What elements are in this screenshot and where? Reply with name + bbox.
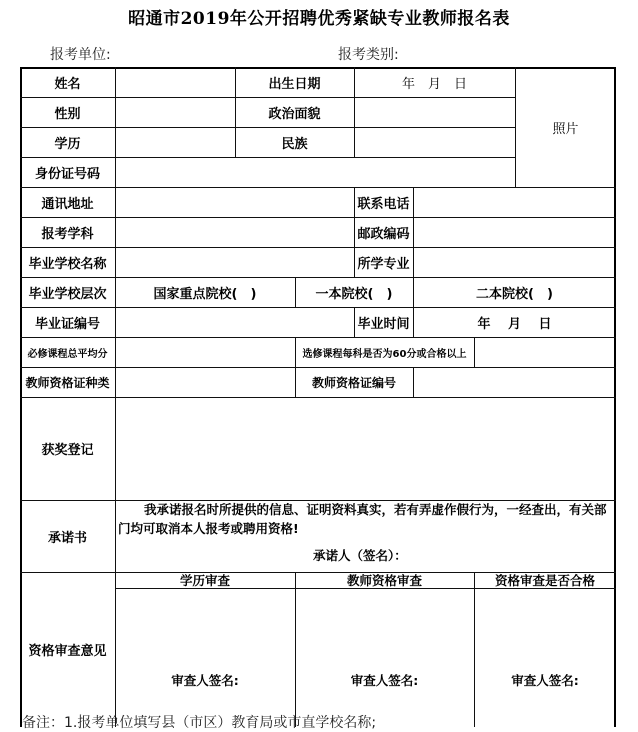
awards-field[interactable] <box>115 397 616 500</box>
political-status-label: 政治面貌 <box>268 106 321 122</box>
ethnicity-label: 民族 <box>281 136 308 152</box>
political-status-field[interactable] <box>354 97 515 127</box>
reviewer-sign-education[interactable]: 审查人签名: <box>171 673 239 688</box>
id-number-label: 身份证号码 <box>34 166 100 182</box>
birth-date-field[interactable]: 年 月 日 <box>401 76 467 92</box>
school-name-field[interactable] <box>115 247 354 277</box>
certificate-no-label: 毕业证编号 <box>34 316 100 332</box>
phone-field[interactable] <box>413 187 616 217</box>
name-field[interactable] <box>115 67 235 97</box>
name-label: 姓名 <box>54 76 81 92</box>
category-label: 报考类别: <box>338 47 399 63</box>
ethnicity-field[interactable] <box>354 127 515 157</box>
school-level-label: 毕业学校层次 <box>28 286 107 302</box>
pledge-signer[interactable]: 承诺人（签名）： <box>313 548 407 563</box>
gender-label: 性别 <box>54 106 81 122</box>
major-label: 所学专业 <box>357 256 410 272</box>
postal-code-label: 邮政编码 <box>357 226 410 242</box>
required-gpa-field[interactable] <box>115 337 295 367</box>
teacher-cert-no-field[interactable] <box>413 367 616 397</box>
teacher-cert-type-label: 教师资格证种类 <box>25 375 110 390</box>
reviewer-sign-qualified[interactable]: 审查人签名: <box>511 673 579 688</box>
education-field[interactable] <box>115 127 235 157</box>
certificate-no-field[interactable] <box>115 307 354 337</box>
teacher-cert-no-label: 教师资格证编号 <box>311 375 396 390</box>
photo-box[interactable]: 照片 <box>552 121 579 137</box>
id-number-field[interactable] <box>115 157 515 187</box>
required-gpa-label: 必修课程总平均分 <box>27 348 108 360</box>
review-teacher-cert-header: 教师资格审查 <box>346 573 422 588</box>
reviewer-sign-teacher-cert[interactable]: 审查人签名: <box>350 673 419 688</box>
awards-label: 获奖登记 <box>41 443 94 458</box>
school-name-label: 毕业学校名称 <box>28 256 107 272</box>
review-education-header: 学历审查 <box>179 573 230 588</box>
review-qualified-header: 资格审查是否合格 <box>494 573 595 588</box>
elective-field[interactable] <box>474 337 616 367</box>
pledge-label: 承诺书 <box>47 530 87 546</box>
teacher-cert-type-field[interactable] <box>115 367 295 397</box>
graduation-date-field[interactable]: 年 月 日 <box>477 316 552 332</box>
education-label: 学历 <box>54 136 81 152</box>
graduation-date-label: 毕业时间 <box>357 316 410 332</box>
elective-note-label: 选修课程每科是否为60分或合格以上 <box>302 348 467 360</box>
level-national-option[interactable]: 国家重点院校( ) <box>153 286 257 302</box>
birth-date-label: 出生日期 <box>268 76 321 92</box>
address-label: 通讯地址 <box>41 196 94 212</box>
gender-field[interactable] <box>115 97 235 127</box>
major-field[interactable] <box>413 247 616 277</box>
level-first-option[interactable]: 一本院校( ) <box>315 286 393 302</box>
level-second-option[interactable]: 二本院校( ) <box>476 286 553 302</box>
pledge-text: 我承诺报名时所提供的信息、证明资料真实，若有弄虚作假行为，一经查出，有关部门均可取消本人报考或聘用资格! <box>118 502 607 536</box>
postal-code-field[interactable] <box>413 217 616 247</box>
subject-label: 报考学科 <box>41 226 94 242</box>
subject-field[interactable] <box>115 217 354 247</box>
address-field[interactable] <box>115 187 354 217</box>
phone-label: 联系电话 <box>357 196 410 212</box>
form-title: 昭通市2019年公开招聘优秀紧缺专业教师报名表 <box>128 9 510 29</box>
review-opinion-label: 资格审查意见 <box>28 644 107 659</box>
unit-label: 报考单位: <box>50 47 111 63</box>
footnote: 备注：1.报考单位填写县（市区）教育局或市直学校名称; <box>22 715 377 731</box>
